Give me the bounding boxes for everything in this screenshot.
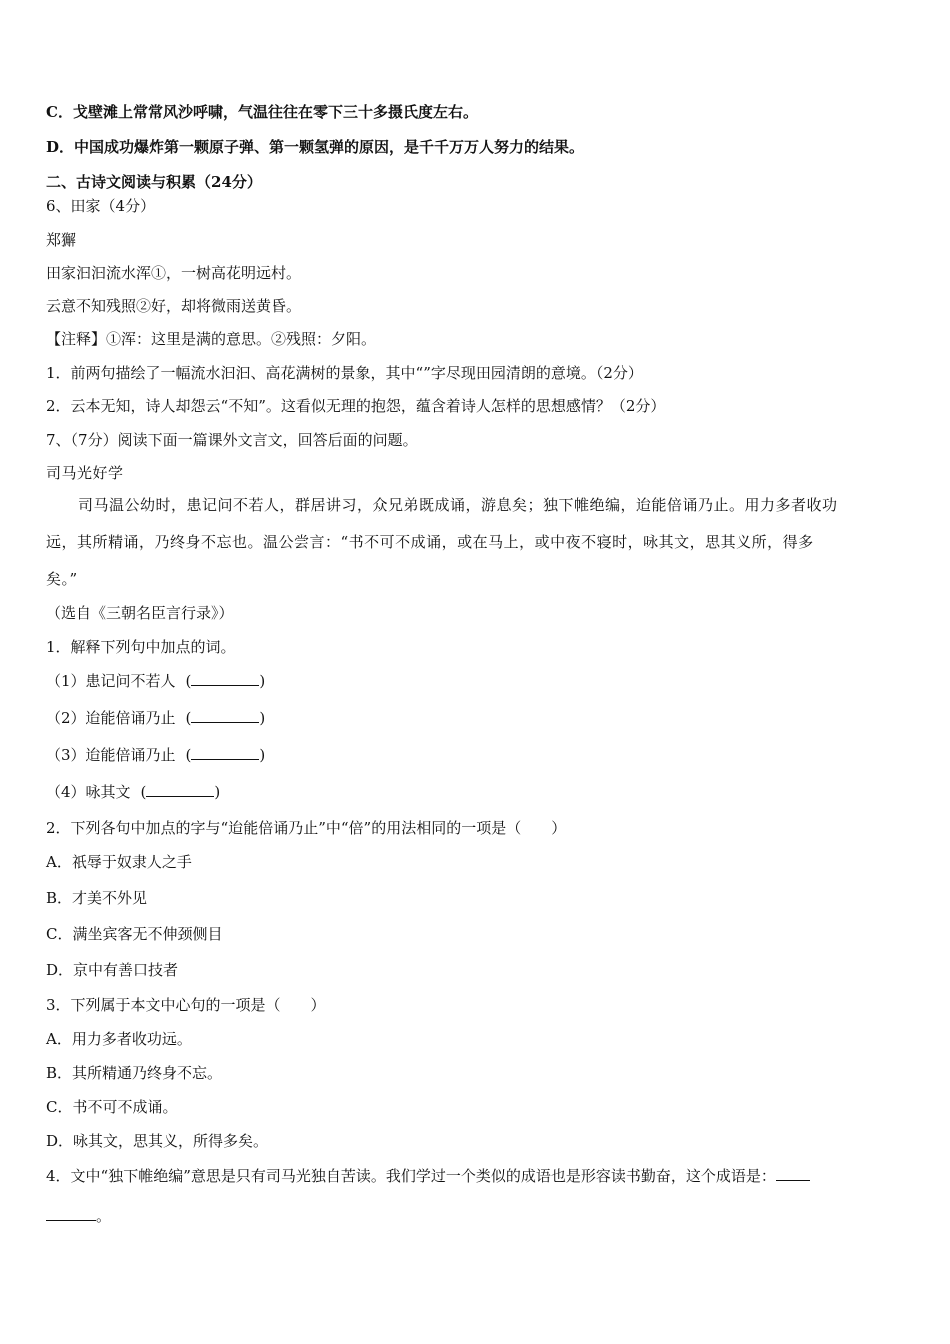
q7-sub-2-option-c: C．满坐宾客无不伸颈侧目 xyxy=(46,925,223,943)
q7-item-4-blank[interactable] xyxy=(146,782,214,797)
poem-note: 【注释】①浑：这里是满的意思。②残照：夕阳。 xyxy=(46,330,377,348)
q7-item-4-rp: ) xyxy=(214,783,221,801)
q7-item-2-lp: ( xyxy=(185,709,192,727)
q7-item-1 xyxy=(46,671,265,691)
q7-sub-4-cont xyxy=(46,1206,111,1226)
q7-sub-3-option-c: C．书不可不成诵。 xyxy=(46,1098,178,1116)
q7-item-3-blank[interactable] xyxy=(191,745,259,760)
passage-line-2: 远，其所精诵，乃终身不忘也。温公尝言：“书不可不成诵，或在马上，或中夜不寝时，咏其文，思其义所，得多 xyxy=(46,533,814,551)
q6-sub-2: 2．云本无知，诗人却怨云“不知”。这看似无理的抱怨，蕴含着诗人怎样的思想感情？（2分） xyxy=(46,397,666,415)
q7-item-2-blank[interactable] xyxy=(191,708,259,723)
q7-sub-2-option-b: B．才美不外见 xyxy=(46,889,148,907)
q7-item-2-text: （2）迨能倍诵乃止 xyxy=(46,709,176,727)
poem-line-1: 田家汩汩流水浑①，一树高花明远村。 xyxy=(46,264,302,282)
q7-item-2 xyxy=(46,708,265,728)
q7-sub-4-blank-b[interactable] xyxy=(46,1206,96,1221)
passage-line-3: 矣。” xyxy=(46,570,78,588)
q7-sub-4-end: 。 xyxy=(96,1207,112,1225)
q7-item-4-lp: ( xyxy=(140,783,147,801)
q7-sub-4 xyxy=(46,1166,810,1186)
q7-item-1-blank[interactable] xyxy=(191,671,259,686)
poem-line-2: 云意不知残照②好，却将微雨送黄昏。 xyxy=(46,297,302,315)
passage-source: （选自《三朝名臣言行录》） xyxy=(46,604,234,622)
q7-item-3-lp: ( xyxy=(185,746,192,764)
poem-author: 郑獬 xyxy=(46,231,77,249)
q7-intro: 7、（7分）阅读下面一篇课外文言文，回答后面的问题。 xyxy=(46,431,418,449)
q7-sub-2-option-d: D．京中有善口技者 xyxy=(46,961,179,979)
q7-sub-3-option-a: A．用力多者收功远。 xyxy=(46,1030,192,1048)
option-c: C．戈壁滩上常常风沙呼啸，气温往往在零下三十多摄氏度左右。 xyxy=(46,103,478,121)
option-d: D．中国成功爆炸第一颗原子弹、第一颗氢弹的原因，是千千万万人努力的结果。 xyxy=(46,138,585,156)
q7-sub-4-blank-a[interactable] xyxy=(776,1166,810,1181)
q7-item-4-text: （4）咏其文 xyxy=(46,783,131,801)
q7-item-3 xyxy=(46,745,265,765)
q7-sub-3: 3．下列属于本文中心句的一项是（ ） xyxy=(46,996,326,1014)
q7-sub-3-option-d: D．咏其文，思其义，所得多矣。 xyxy=(46,1132,269,1150)
q7-sub-3-option-b: B．其所精通乃终身不忘。 xyxy=(46,1064,223,1082)
q7-sub-4-text: 4．文中“独下帷绝编”意思是只有司马光独自苦读。我们学过一个类似的成语也是形容读书勤奋，这个成语是： xyxy=(46,1167,776,1185)
q7-item-1-rp: ) xyxy=(259,672,266,690)
q7-sub-2: 2．下列各句中加点的字与“迨能倍诵乃止”中“倍”的用法相同的一项是（ ） xyxy=(46,819,567,837)
q7-sub-2-option-a: A．祇辱于奴隶人之手 xyxy=(46,853,192,871)
q7-item-3-rp: ) xyxy=(259,746,266,764)
section-heading: 二、古诗文阅读与积累（24分） xyxy=(46,173,262,191)
passage-line-1: 司马温公幼时，患记问不若人，群居讲习，众兄弟既成诵，游息矣；独下帷绝编，迨能倍诵乃止。用力多者收功 xyxy=(78,496,838,514)
passage-title: 司马光好学 xyxy=(46,464,124,482)
q6-sub-1: 1．前两句描绘了一幅流水汩汩、高花满树的景象，其中“”字尽现田园清朗的意境。（2分） xyxy=(46,364,643,382)
q7-item-3-text: （3）迨能倍诵乃止 xyxy=(46,746,176,764)
q7-item-2-rp: ) xyxy=(259,709,266,727)
q7-item-4 xyxy=(46,782,220,802)
q7-item-1-text: （1）患记问不若人 xyxy=(46,672,176,690)
q6-title: 6、田家（4分） xyxy=(46,197,156,215)
q7-item-1-lp: ( xyxy=(185,672,192,690)
q7-sub-1: 1．解释下列句中加点的词。 xyxy=(46,638,236,656)
